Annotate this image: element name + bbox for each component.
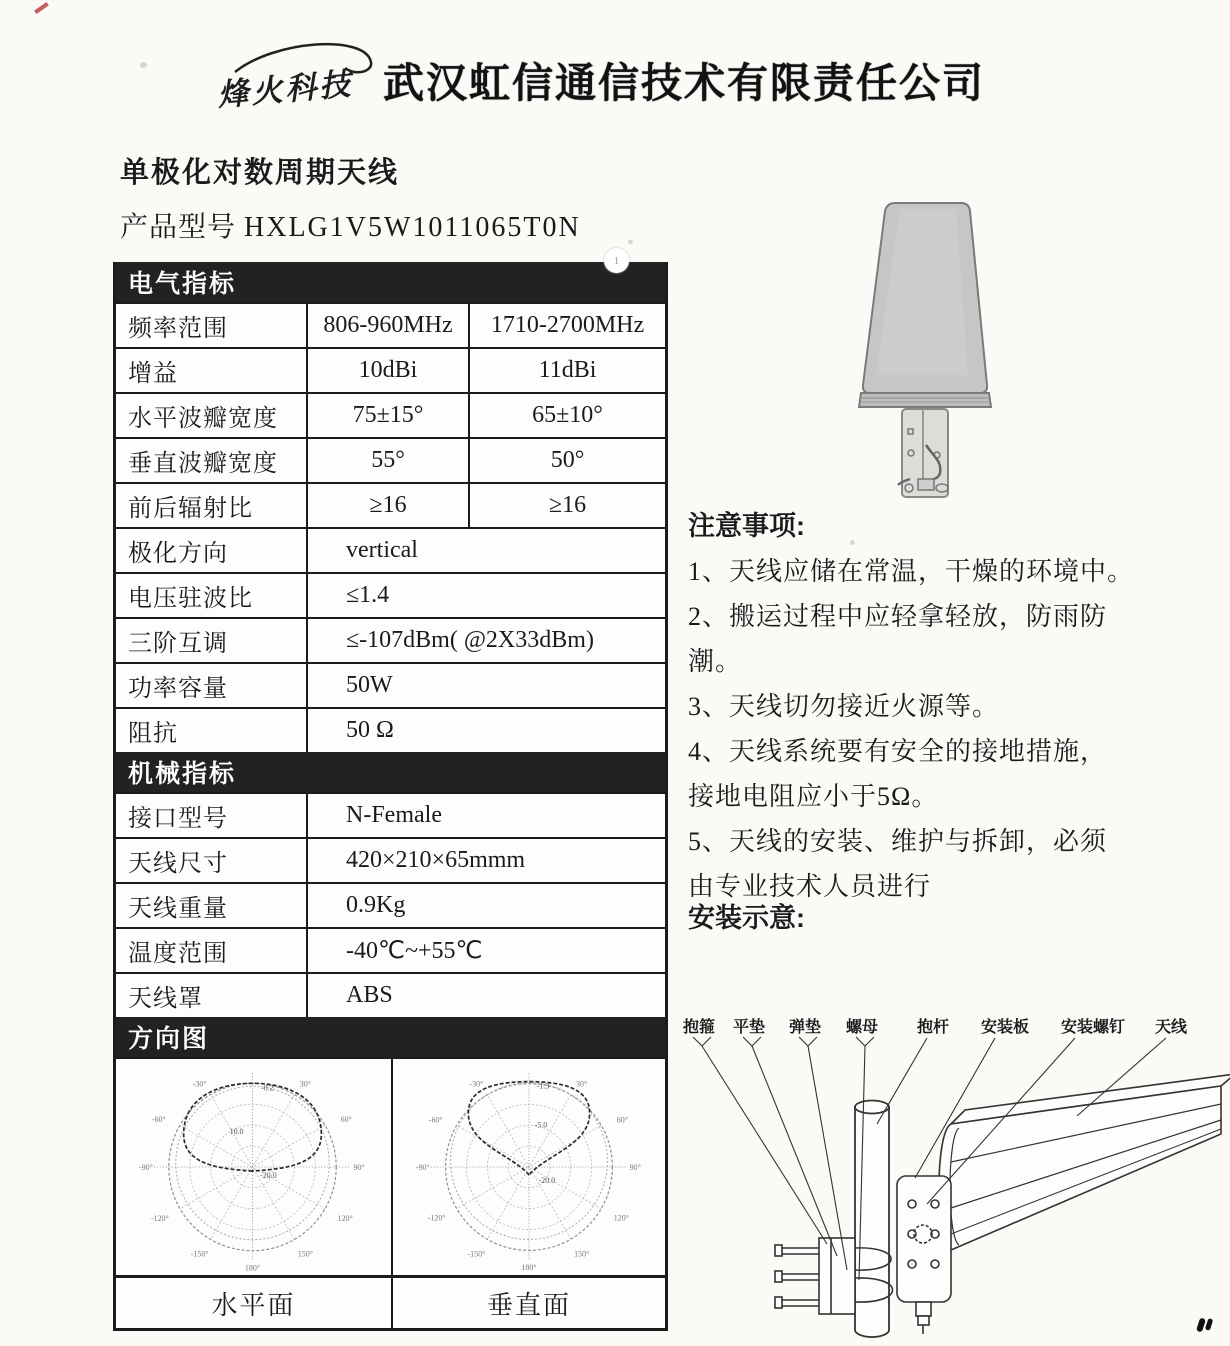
svg-text:-60°: -60° xyxy=(151,1115,166,1125)
svg-text:60°: 60° xyxy=(340,1115,352,1125)
row-value: -40℃~+55℃ xyxy=(306,929,665,972)
spec-table xyxy=(113,262,668,1331)
svg-text:-120°: -120° xyxy=(150,1213,169,1223)
note-line: 接地电阻应小于5Ω。 xyxy=(688,782,939,811)
row-label: 极化方向 xyxy=(128,541,228,567)
table-row xyxy=(116,437,665,482)
company-name: 武汉虹信通信技术有限责任公司 xyxy=(383,60,985,106)
svg-text:安装板: 安装板 xyxy=(981,1019,1030,1036)
scan-artifact-punch xyxy=(604,248,629,273)
model-label: 产品型号 xyxy=(120,212,237,243)
svg-text:10.0: 10.0 xyxy=(229,1127,244,1137)
caption-vertical-plane: 垂直面 xyxy=(391,1278,665,1328)
row-value: ABS xyxy=(306,974,665,1017)
row-label: 功率容量 xyxy=(128,676,228,702)
pattern-plots-row xyxy=(116,1057,665,1275)
install-title: 安装示意: xyxy=(688,903,805,933)
pattern-captions xyxy=(116,1275,665,1328)
punch-digit: 1 xyxy=(613,254,620,267)
svg-text:120°: 120° xyxy=(337,1213,353,1223)
angle-labels xyxy=(139,1079,365,1272)
row-value: ≤-107dBm( @2X33dBm) xyxy=(306,619,665,662)
notes-section xyxy=(688,504,1228,909)
antenna-product-image xyxy=(830,185,1110,520)
row-label: 三阶互调 xyxy=(128,631,228,657)
svg-text:-30°: -30° xyxy=(469,1079,484,1089)
row-label: 频率范围 xyxy=(128,316,228,342)
table-row xyxy=(116,707,665,752)
row-value: 65±10° xyxy=(468,394,665,437)
row-value: 75±15° xyxy=(306,394,468,437)
svg-text:150°: 150° xyxy=(574,1249,590,1259)
table-row xyxy=(116,617,665,662)
svg-text:-1.3: -1.3 xyxy=(536,1081,550,1091)
row-value: 0.9Kg xyxy=(306,884,665,927)
svg-text:螺母: 螺母 xyxy=(846,1019,879,1036)
table-row xyxy=(116,347,665,392)
row-label: 增益 xyxy=(128,361,178,387)
row-label: 阻抗 xyxy=(128,721,178,747)
row-label: 前后辐射比 xyxy=(128,496,253,522)
note-line: 潮。 xyxy=(688,647,743,676)
row-label: 水平波瓣宽度 xyxy=(128,406,278,432)
row-value: 420×210×65mmm xyxy=(306,839,665,882)
svg-text:180°: 180° xyxy=(244,1263,261,1273)
scan-speck xyxy=(140,62,147,68)
angle-labels xyxy=(416,1080,641,1273)
row-value: 10dBi xyxy=(306,349,468,392)
row-label: 天线重量 xyxy=(128,896,228,922)
product-model xyxy=(120,205,581,245)
horizontal-pattern-plot xyxy=(116,1059,391,1280)
svg-text:抱杆: 抱杆 xyxy=(917,1019,950,1036)
logo-script-text: 烽火科技 xyxy=(215,66,355,114)
scan-artifact-red-mark xyxy=(34,2,49,14)
svg-text:安装螺钉: 安装螺钉 xyxy=(1061,1019,1126,1036)
table-row xyxy=(116,837,665,882)
note-line: 5、天线的安装、维护与拆卸，必须 xyxy=(688,827,1108,856)
model-value: HXLG1V5W1011065T0N xyxy=(244,212,581,243)
svg-text:-60°: -60° xyxy=(428,1115,443,1125)
row-value: 55° xyxy=(306,439,468,482)
table-row xyxy=(116,527,665,572)
svg-text:60°: 60° xyxy=(616,1115,628,1125)
svg-text:天线: 天线 xyxy=(1155,1019,1188,1036)
row-value: N-Female xyxy=(306,794,665,837)
section-header-pattern: 方向图 xyxy=(116,1017,665,1057)
installation-diagram xyxy=(668,1012,1230,1346)
svg-text:-90°: -90° xyxy=(138,1162,153,1172)
table-row xyxy=(116,662,665,707)
svg-text:90°: 90° xyxy=(353,1162,365,1172)
section-header-mechanical: 机械指标 xyxy=(116,752,665,792)
svg-text:-150°: -150° xyxy=(190,1249,209,1259)
row-value: ≥16 xyxy=(306,484,468,527)
svg-text:-90°: -90° xyxy=(415,1162,430,1172)
svg-text:-20.0: -20.0 xyxy=(538,1175,556,1185)
svg-text:30°: 30° xyxy=(576,1079,588,1089)
svg-text:抱箍: 抱箍 xyxy=(683,1019,716,1036)
svg-text:-5.0: -5.0 xyxy=(534,1120,548,1130)
row-label: 电压驻波比 xyxy=(128,586,253,612)
row-value: ≥16 xyxy=(468,484,665,527)
row-value: vertical xyxy=(306,529,665,572)
row-value: 50W xyxy=(306,664,665,707)
row-value: 50 Ω xyxy=(306,709,665,752)
row-label: 温度范围 xyxy=(128,941,228,967)
row-label: 接口型号 xyxy=(128,806,228,832)
table-row xyxy=(116,882,665,927)
note-line: 2、搬运过程中应轻拿轻放，防雨防 xyxy=(688,602,1108,631)
page-title: 单极化对数周期天线 xyxy=(120,157,400,189)
fiberhome-logo xyxy=(205,38,390,118)
row-value: 50° xyxy=(468,439,665,482)
table-row xyxy=(116,392,665,437)
gain-labels xyxy=(230,1083,277,1180)
svg-text:-20.0: -20.0 xyxy=(260,1170,277,1180)
table-row xyxy=(116,302,665,347)
row-value: 806-960MHz xyxy=(306,304,468,347)
gain-labels xyxy=(535,1082,556,1185)
svg-text:-150°: -150° xyxy=(467,1249,486,1259)
pattern-trace-secondary xyxy=(451,1083,608,1240)
svg-text:90°: 90° xyxy=(629,1162,641,1172)
svg-text:150°: 150° xyxy=(297,1249,313,1259)
note-line: 1、天线应储在常温，干燥的环境中。 xyxy=(688,557,1135,586)
svg-text:平垫: 平垫 xyxy=(733,1019,766,1036)
scan-speck xyxy=(628,240,633,244)
svg-text:-120°: -120° xyxy=(427,1213,446,1223)
notes-title: 注意事项: xyxy=(688,511,805,541)
install-labels xyxy=(682,1017,1188,1036)
table-row xyxy=(116,927,665,972)
section-header-electrical: 电气指标 xyxy=(116,262,665,302)
note-line: 由专业技术人员进行 xyxy=(688,872,932,901)
note-line: 4、天线系统要有安全的接地措施， xyxy=(688,737,1108,766)
svg-text:-30°: -30° xyxy=(192,1079,207,1089)
row-label: 天线尺寸 xyxy=(128,851,228,877)
svg-text:-0.2: -0.2 xyxy=(261,1083,274,1093)
svg-text:30°: 30° xyxy=(299,1079,311,1089)
svg-text:180°: 180° xyxy=(521,1263,537,1273)
note-line: 3、天线切勿接近火源等。 xyxy=(688,692,1000,721)
row-label: 垂直波瓣宽度 xyxy=(128,451,278,477)
row-label: 天线罩 xyxy=(128,986,203,1012)
table-row xyxy=(116,572,665,617)
table-row xyxy=(116,972,665,1017)
row-value: 1710-2700MHz xyxy=(468,304,665,347)
scan-speck xyxy=(850,540,855,545)
row-value: ≤1.4 xyxy=(306,574,665,617)
svg-text:弹垫: 弹垫 xyxy=(789,1019,822,1036)
table-row xyxy=(116,792,665,837)
caption-horizontal-plane: 水平面 xyxy=(211,1290,296,1320)
svg-text:120°: 120° xyxy=(613,1213,629,1223)
vertical-pattern-plot xyxy=(391,1059,665,1280)
row-value: 11dBi xyxy=(468,349,665,392)
table-row xyxy=(116,482,665,527)
